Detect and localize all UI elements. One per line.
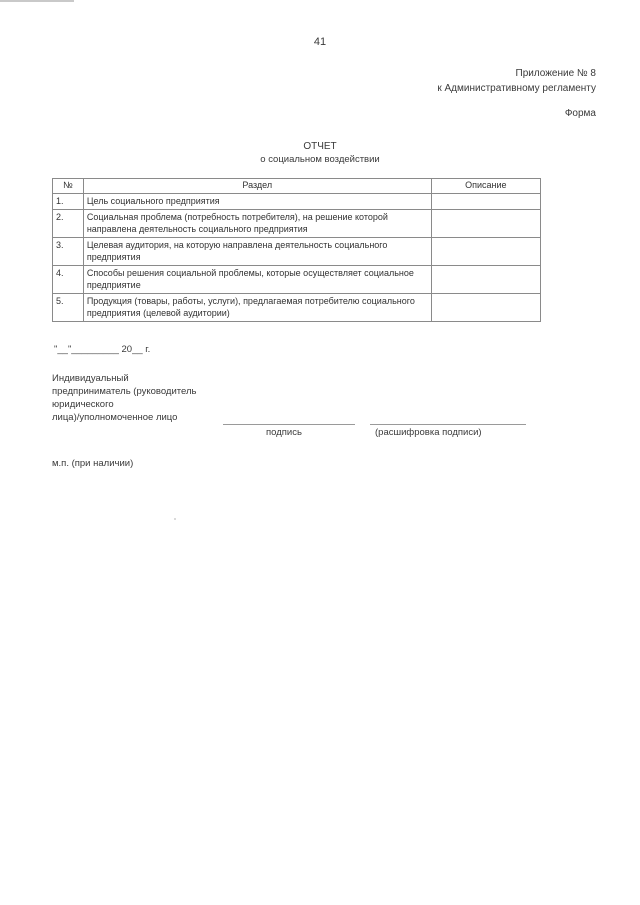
row-number: 5. bbox=[53, 294, 84, 322]
row-description[interactable] bbox=[431, 238, 540, 266]
table-row bbox=[53, 210, 541, 238]
row-description[interactable] bbox=[431, 193, 540, 210]
signer-label-line-1: Индивидуальный bbox=[52, 373, 129, 384]
row-section: Продукция (товары, работы, услуги), предлагаемая потребителю социального предприятия (целевой аудитории) bbox=[83, 294, 431, 322]
report-table bbox=[52, 178, 541, 322]
row-description[interactable] bbox=[431, 294, 540, 322]
row-section: Способы решения социальной проблемы, которые осуществляет социальное предприятие bbox=[83, 266, 431, 294]
row-number: 2. bbox=[53, 210, 84, 238]
form-label: Форма bbox=[564, 108, 596, 119]
signer-label-line-4: лица)/уполномоченное лицо bbox=[52, 412, 178, 423]
row-section: Целевая аудитория, на которую направлена деятельность социального предприятия bbox=[83, 238, 431, 266]
row-number: 4. bbox=[53, 266, 84, 294]
row-section: Социальная проблема (потребность потребителя), на решение которой направлена деятельность социального предприятия bbox=[83, 210, 431, 238]
document-subtitle: о социальном воздействии bbox=[260, 154, 380, 165]
row-number: 3. bbox=[53, 238, 84, 266]
row-section: Цель социального предприятия bbox=[83, 193, 431, 210]
page-number: 41 bbox=[313, 36, 327, 48]
appendix-number: Приложение № 8 bbox=[515, 68, 596, 79]
scan-edge-mark bbox=[0, 0, 74, 2]
date-line: "__"_________ 20__ г. bbox=[54, 344, 151, 355]
table-row bbox=[53, 266, 541, 294]
document-title: ОТЧЕТ bbox=[303, 141, 337, 152]
table-row bbox=[53, 193, 541, 210]
signer-label-line-2: предприниматель (руководитель bbox=[52, 386, 197, 397]
table-header-row bbox=[53, 179, 541, 194]
column-header-description: Описание bbox=[431, 179, 540, 194]
scan-speck bbox=[174, 518, 176, 520]
appendix-reference: к Административному регламенту bbox=[437, 83, 596, 94]
column-header-section: Раздел bbox=[83, 179, 431, 194]
row-number: 1. bbox=[53, 193, 84, 210]
table-row bbox=[53, 294, 541, 322]
signer-label-line-3: юридического bbox=[52, 399, 114, 410]
signature-caption: подпись bbox=[266, 427, 302, 438]
table-row bbox=[53, 238, 541, 266]
row-description[interactable] bbox=[431, 210, 540, 238]
stamp-note: м.п. (при наличии) bbox=[52, 458, 134, 469]
signature-decoding-caption: (расшифровка подписи) bbox=[375, 427, 482, 438]
signature-line[interactable] bbox=[223, 424, 355, 425]
column-header-number: № bbox=[53, 179, 84, 194]
row-description[interactable] bbox=[431, 266, 540, 294]
signature-decoding-line[interactable] bbox=[370, 424, 526, 425]
